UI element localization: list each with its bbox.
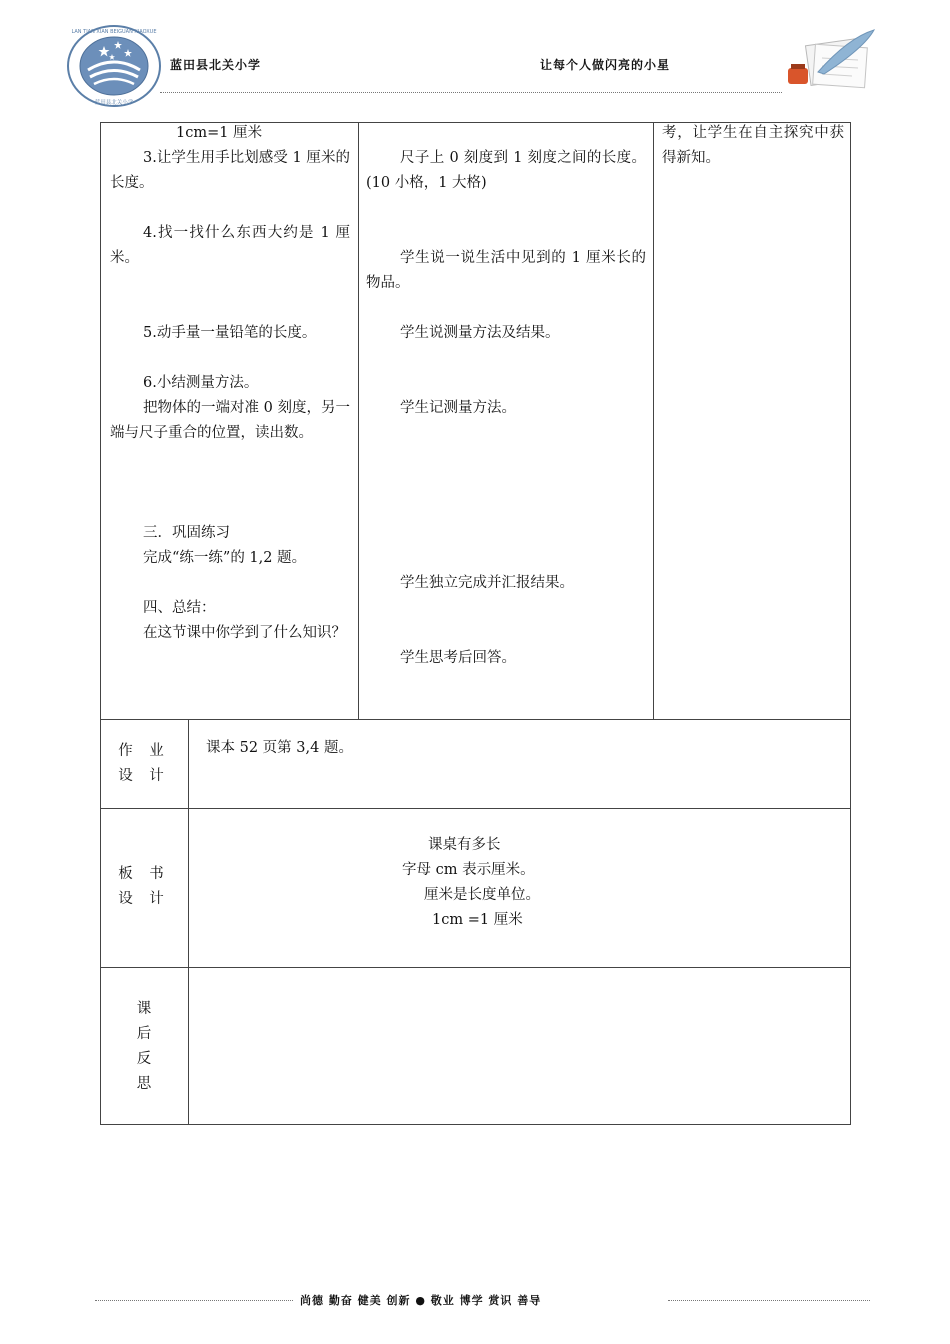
logo-text-cn: 蓝田县北关小学 xyxy=(94,100,134,106)
board-line-title: 课桌有多长 xyxy=(428,837,501,853)
footer-values: 尚德 勤奋 健美 创新 ● 敬业 博学 赏识 善导 xyxy=(300,1294,542,1307)
board-line-unit: 厘米是长度单位。 xyxy=(424,887,540,903)
teacher-summary-question: 在这节课中你学到了什么知识？ xyxy=(143,625,346,641)
label-column-divider xyxy=(188,719,189,1125)
teacher-step-5: 5.动手量一量铅笔的长度。 xyxy=(143,325,317,341)
teacher-step-6: 6.小结测量方法。 xyxy=(143,375,259,391)
footer-divider-right xyxy=(668,1300,870,1301)
school-motto: 让每个人做闪亮的小星 xyxy=(540,58,671,72)
teacher-step-4: 4.找一找什么东西大约是 1 厘米。 xyxy=(110,225,350,266)
logo-text: LAN TIAN XIAN BEIGUAN XIAOXUE xyxy=(71,29,157,35)
student-step-answer: 学生思考后回答。 xyxy=(400,650,516,666)
reflection-label: 课 后 反 思 xyxy=(136,1001,152,1092)
teacher-step-6-detail: 把物体的一端对准 0 刻度，另一端与尺子重合的位置，读出数。 xyxy=(110,400,350,441)
footer-divider-left xyxy=(95,1300,293,1301)
row-divider xyxy=(100,719,851,720)
paper-quill-icon xyxy=(778,28,888,90)
teacher-section-summary: 四、总结： xyxy=(143,600,216,616)
school-logo xyxy=(66,24,162,108)
header-divider xyxy=(160,92,782,93)
board-line-cm: 字母 cm 表示厘米。 xyxy=(402,862,535,878)
student-step-ruler: 尺子上 0 刻度到 1 刻度之间的长度。(10 小格，1 大格) xyxy=(366,150,646,191)
column-divider xyxy=(653,122,654,719)
homework-label: 作 业 设 计 xyxy=(118,743,170,784)
board-line-formula: 1cm =1 厘米 xyxy=(432,912,523,928)
teacher-step-unit: 1cm=1 厘米 xyxy=(176,125,263,141)
school-name: 蓝田县北关小学 xyxy=(170,58,262,72)
homework-content: 课本 52 页第 3,4 题。 xyxy=(206,740,353,756)
board-design-label: 板 书 设 计 xyxy=(118,866,170,907)
student-step-practice: 学生独立完成并汇报结果。 xyxy=(400,575,574,591)
row-divider xyxy=(100,808,851,809)
design-intent-text: 考，让学生在自主探究中获得新知。 xyxy=(662,125,844,166)
student-step-record: 学生记测量方法。 xyxy=(400,400,516,416)
teacher-section-practice: 三．巩固练习 xyxy=(143,525,230,541)
student-step-examples: 学生说一说生活中见到的 1 厘米长的物品。 xyxy=(366,250,646,291)
teacher-step-3: 3.让学生用手比划感受 1 厘米的长度。 xyxy=(110,150,350,191)
student-step-measure: 学生说测量方法及结果。 xyxy=(400,325,560,341)
column-divider xyxy=(358,122,359,719)
teacher-practice-detail: 完成“练一练”的 1,2 题。 xyxy=(143,550,307,566)
row-divider xyxy=(100,967,851,968)
